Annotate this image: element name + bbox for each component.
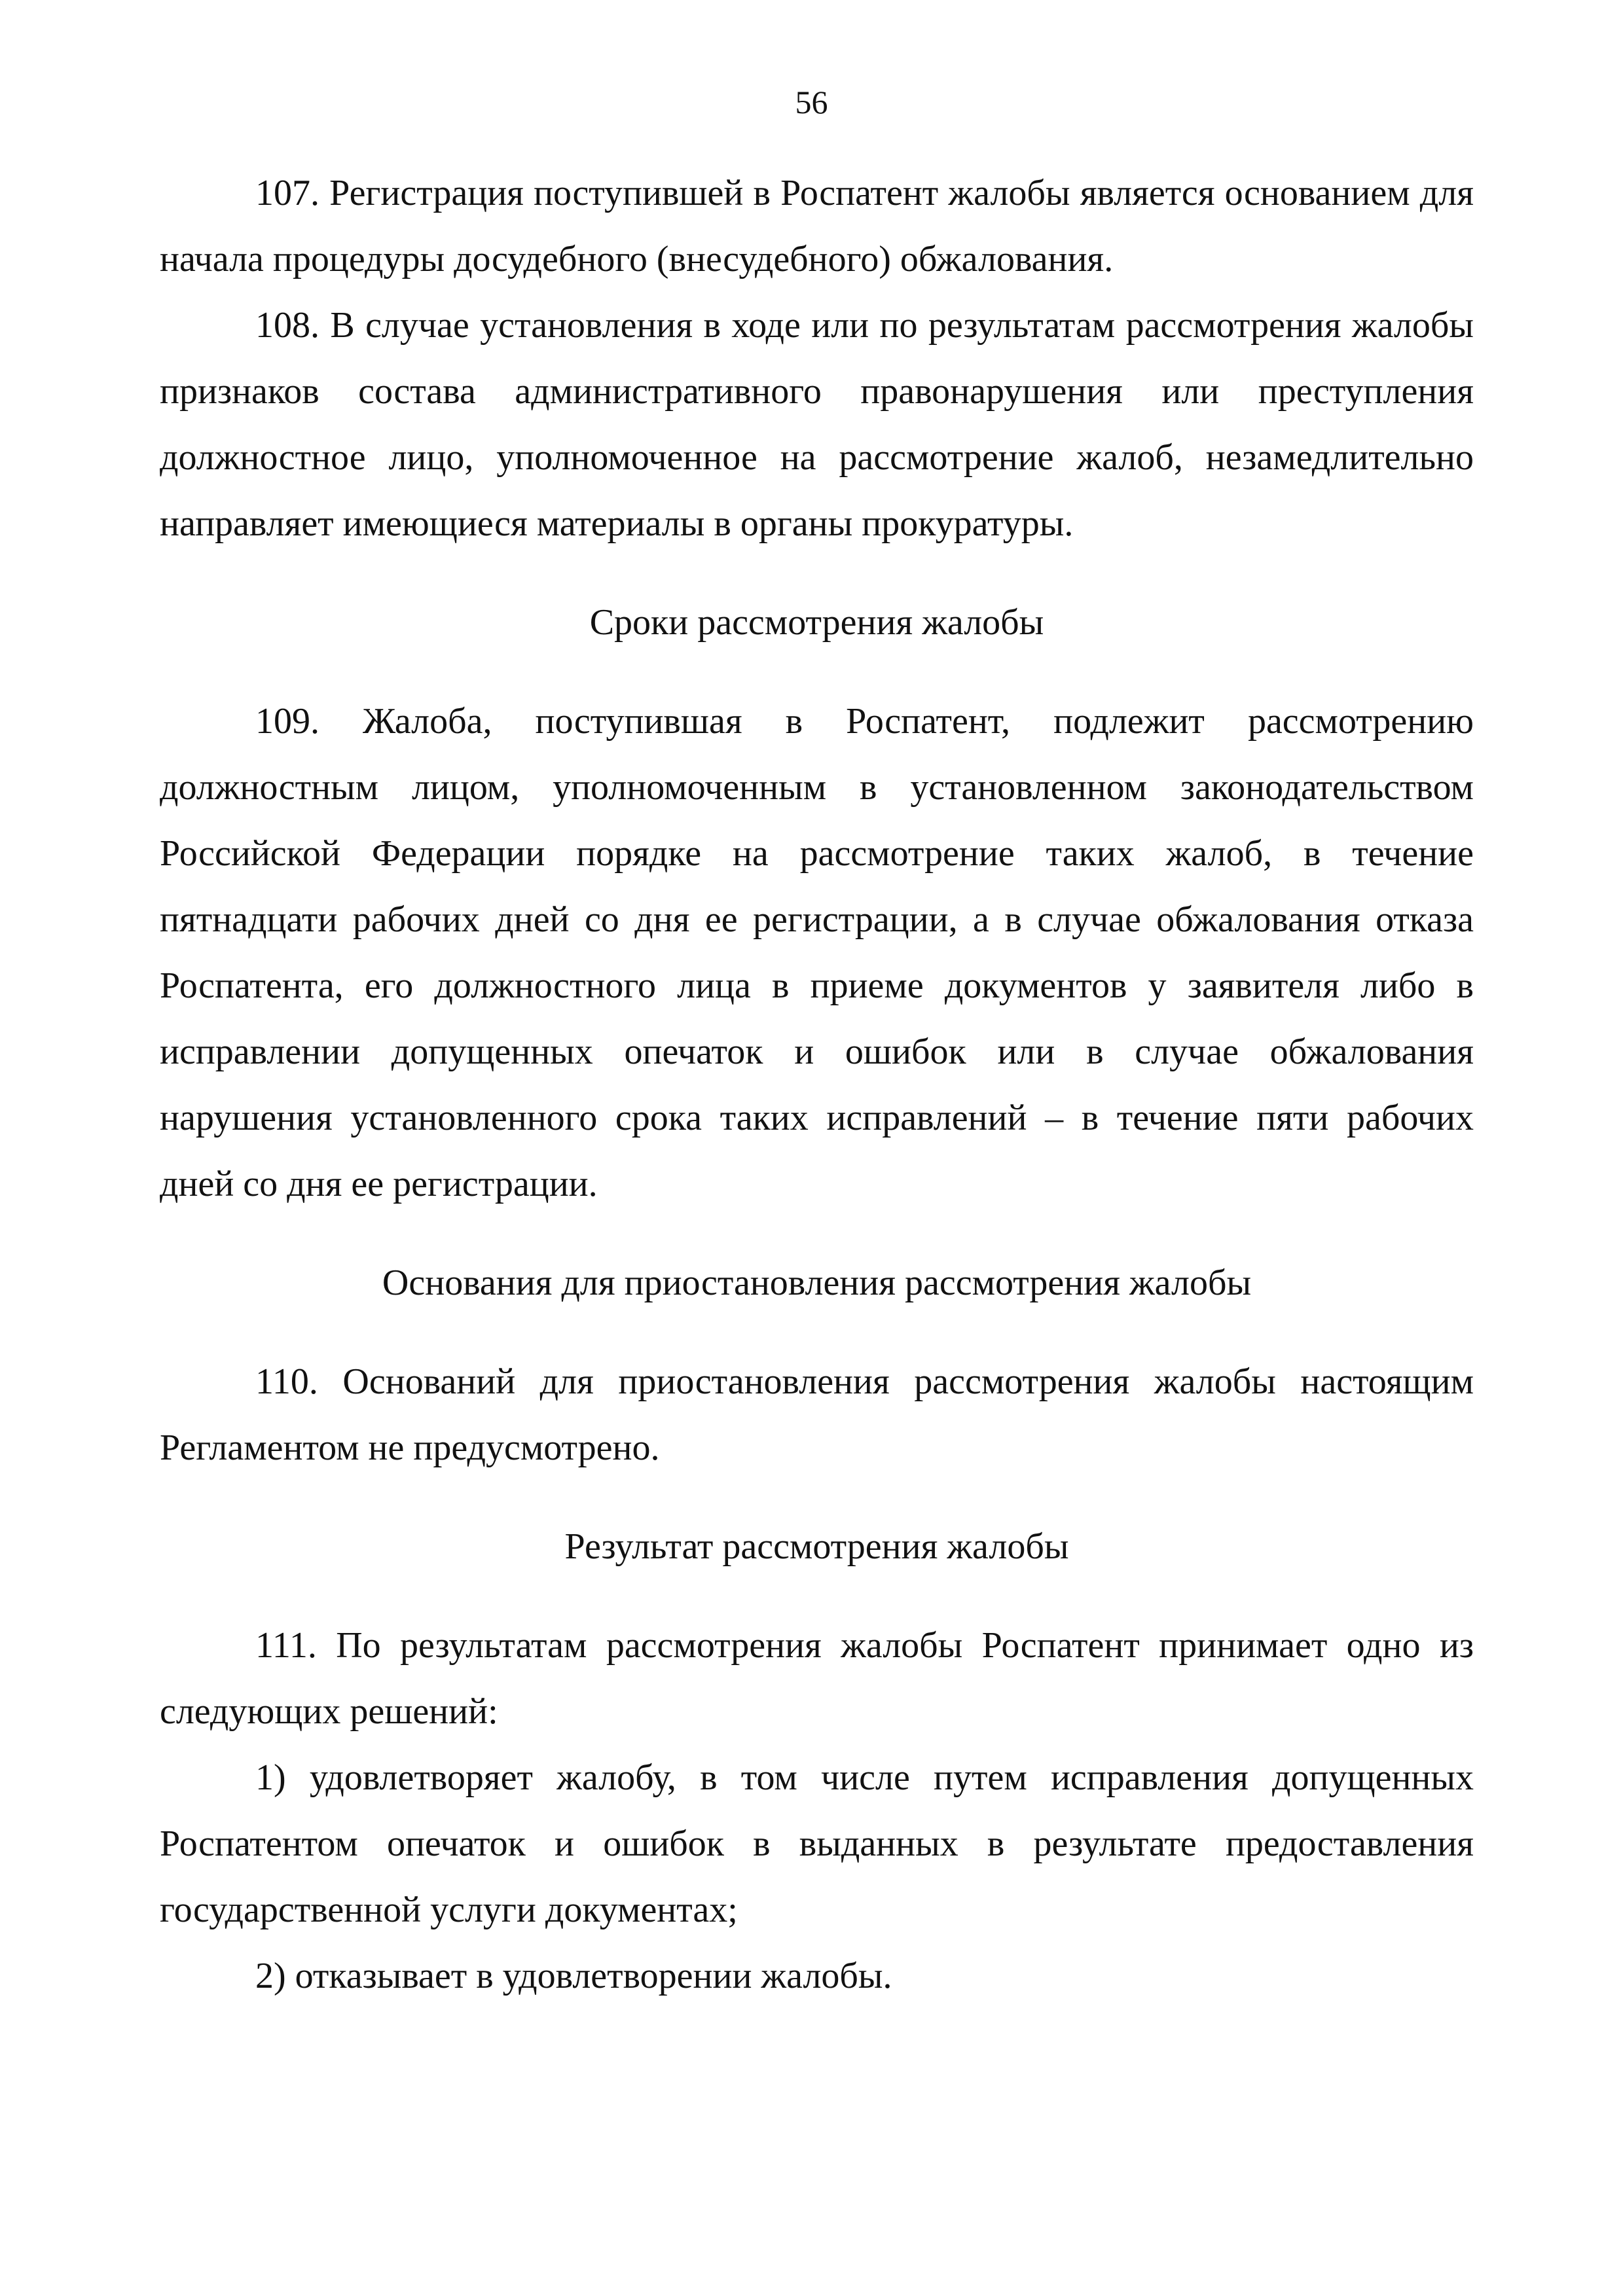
page-number: 56 <box>795 84 828 120</box>
section-gap <box>160 1481 1474 1514</box>
paragraph-110: 110. Оснований для приостановления рассмотрения жалобы настоящим Регламентом не предусмотрено. <box>160 1361 1474 1468</box>
paragraph-111-item-2: 2) отказывает в удовлетворении жалобы. <box>255 1956 892 1996</box>
section-gap <box>160 1316 1474 1349</box>
paragraph-111-item-1: 1) удовлетворяет жалобу, в том числе путем исправления допущенных Роспатентом опечаток и ошибок в выданных в результате предоставления государственной услуги документах; <box>160 1757 1474 1930</box>
section-gap <box>160 557 1474 590</box>
section-gap <box>160 656 1474 689</box>
heading-review-terms: Сроки рассмотрения жалобы <box>589 602 1044 643</box>
paragraph-111: 111. По результатам рассмотрения жалобы Роспатент принимает одно из следующих решений: <box>160 1625 1474 1732</box>
section-gap <box>160 1217 1474 1250</box>
heading-suspension-grounds: Основания для приостановления рассмотрения жалобы <box>382 1263 1252 1303</box>
section-gap <box>160 1580 1474 1613</box>
paragraph-109: 109. Жалоба, поступившая в Роспатент, подлежит рассмотрению должностным лицом, уполномоченным в установленном законодательством Российской Федерации порядке на рассмотрение таких жалоб, в течение пятнадцати рабочих дней со дня ее регистрации, а в случае обжалования отказа Роспатента, его должностного лица в приеме документов у заявителя либо в исправлении допущенных опечаток и ошибок или в случае обжалования нарушения установленного срока таких исправлений – в течение пяти рабочих дней со дня ее регистрации. <box>160 701 1474 1204</box>
heading-review-result: Результат рассмотрения жалобы <box>564 1526 1069 1567</box>
paragraph-107: 107. Регистрация поступившей в Роспатент жалобы является основанием для начала процедуры досудебного (внесудебного) обжалования. <box>160 173 1474 279</box>
paragraph-108: 108. В случае установления в ходе или по результатам рассмотрения жалобы признаков состава административного правонарушения или преступления должностное лицо, уполномоченное на рассмотрение жалоб, незамедлительно направляет имеющиеся материалы в органы прокуратуры. <box>160 305 1474 544</box>
document-body <box>160 160 1474 2009</box>
